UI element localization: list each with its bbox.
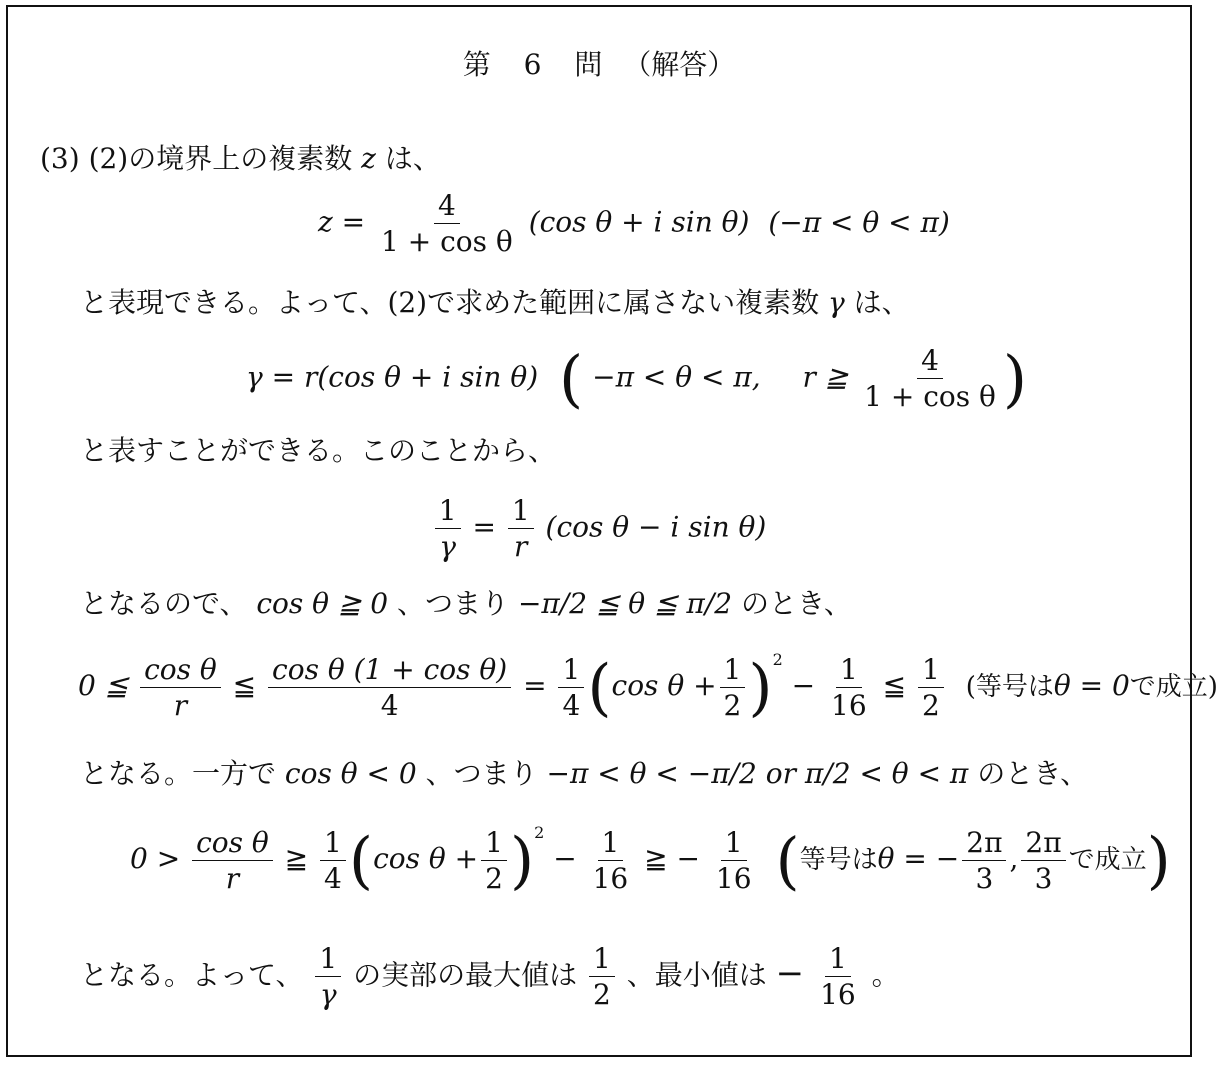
fraction: $\frac{\text{cos θ (1 + cos θ)}}{4}$ (268, 656, 511, 720)
fraction: $\frac{1}{4}$ (558, 656, 584, 720)
text-line-3: と表すことができる。このことから、 (80, 434, 557, 467)
fraction: $\frac{1}{4}$ (320, 829, 346, 893)
fraction: $\frac{\text{cos θ}}{r}$ (192, 829, 273, 893)
equation-gamma: γ = r(cos θ + i sin θ) ( −π < θ < π, r ≧ $\frac{4}{\text{1 + cos θ}}$ ) (246, 342, 1028, 415)
fraction: $\frac{1}{16}$ (820, 942, 856, 1011)
fraction: $\frac{1}{2}$ (918, 656, 944, 720)
text-line-5: となる。一方で cos θ < 0 、つまり −π < θ < −π/2 or π/2 < θ < π のとき、 (80, 757, 1089, 790)
fraction: $\frac{1}{\gamma}$ (315, 945, 341, 1009)
fraction: $\frac{2\pi}{3}$ (962, 829, 1006, 893)
inequality-nonneg: 0 ≦ $\frac{\text{cos θ}}{r}$ ≦ $\frac{\text{cos θ (1 + cos θ)}}{4}$ = $\frac{1}{4}$ (cos θ + $\frac{1}{2}$ )$^2$ − $\frac{1}{16}$ ≦ $\frac{1}{2}$ (等号はθ = 0で成立) (78, 650, 1218, 724)
fraction: $\frac{1}{\gamma}$ (435, 497, 461, 561)
fraction: $\frac{1}{16}$ (715, 825, 752, 895)
fraction: $\frac{1}{2}$ (720, 656, 746, 720)
fraction: $\frac{1}{2}$ (589, 945, 615, 1009)
intro-line: (3) (2)の境界上の複素数 z は、 (40, 142, 441, 175)
conclusion-line: となる。よって、 $\frac{1}{\gamma}$ の実部の最大値は $\frac{1}{2}$ 、最小値は − $\frac{1}{16}$ 。 (80, 942, 900, 1011)
text-line-2: と表現できる。よって、(2)で求めた範囲に属さない複素数 γ は、 (80, 286, 910, 319)
text-line-4: となるので、 cos θ ≧ 0 、つまり −π/2 ≦ θ ≦ π/2 のとき、 (80, 587, 852, 620)
equation-z: z = $\frac{4}{\text{1 + cos θ}}$ (cos θ + i sin θ) (−π < θ < π) (318, 189, 950, 258)
fraction: $\frac{1}{16}$ (592, 825, 629, 895)
equation-reciprocal: $\frac{1}{\gamma}$ = $\frac{1}{r}$ (cos θ − i sin θ) (8, 497, 1190, 561)
fraction: $\frac{\text{cos θ}}{r}$ (140, 656, 221, 720)
answer-page (6, 5, 1218, 1057)
fraction: $\frac{1}{16}$ (831, 652, 867, 722)
inequality-neg: 0 > $\frac{\text{cos θ}}{r}$ ≧ $\frac{1}{4}$ (cos θ + $\frac{1}{2}$ )$^2$ − $\frac{1}{16}$ ≧ − $\frac{1}{16}$ (等号はθ = − $\frac{2\pi}{3}$ , $\frac{2\pi}{3}$ で成立) (130, 823, 1171, 897)
page-title: 第 6 問 （解答） (462, 48, 736, 81)
fraction: $\frac{1}{r}$ (508, 497, 534, 561)
fraction: $\frac{4}{\text{1 + cos θ}}$ (864, 344, 996, 413)
fraction: $\frac{2\pi}{3}$ (1021, 829, 1065, 893)
fraction: $\frac{4}{\text{1 + cos θ}}$ (381, 189, 513, 258)
fraction: $\frac{1}{2}$ (481, 829, 507, 893)
